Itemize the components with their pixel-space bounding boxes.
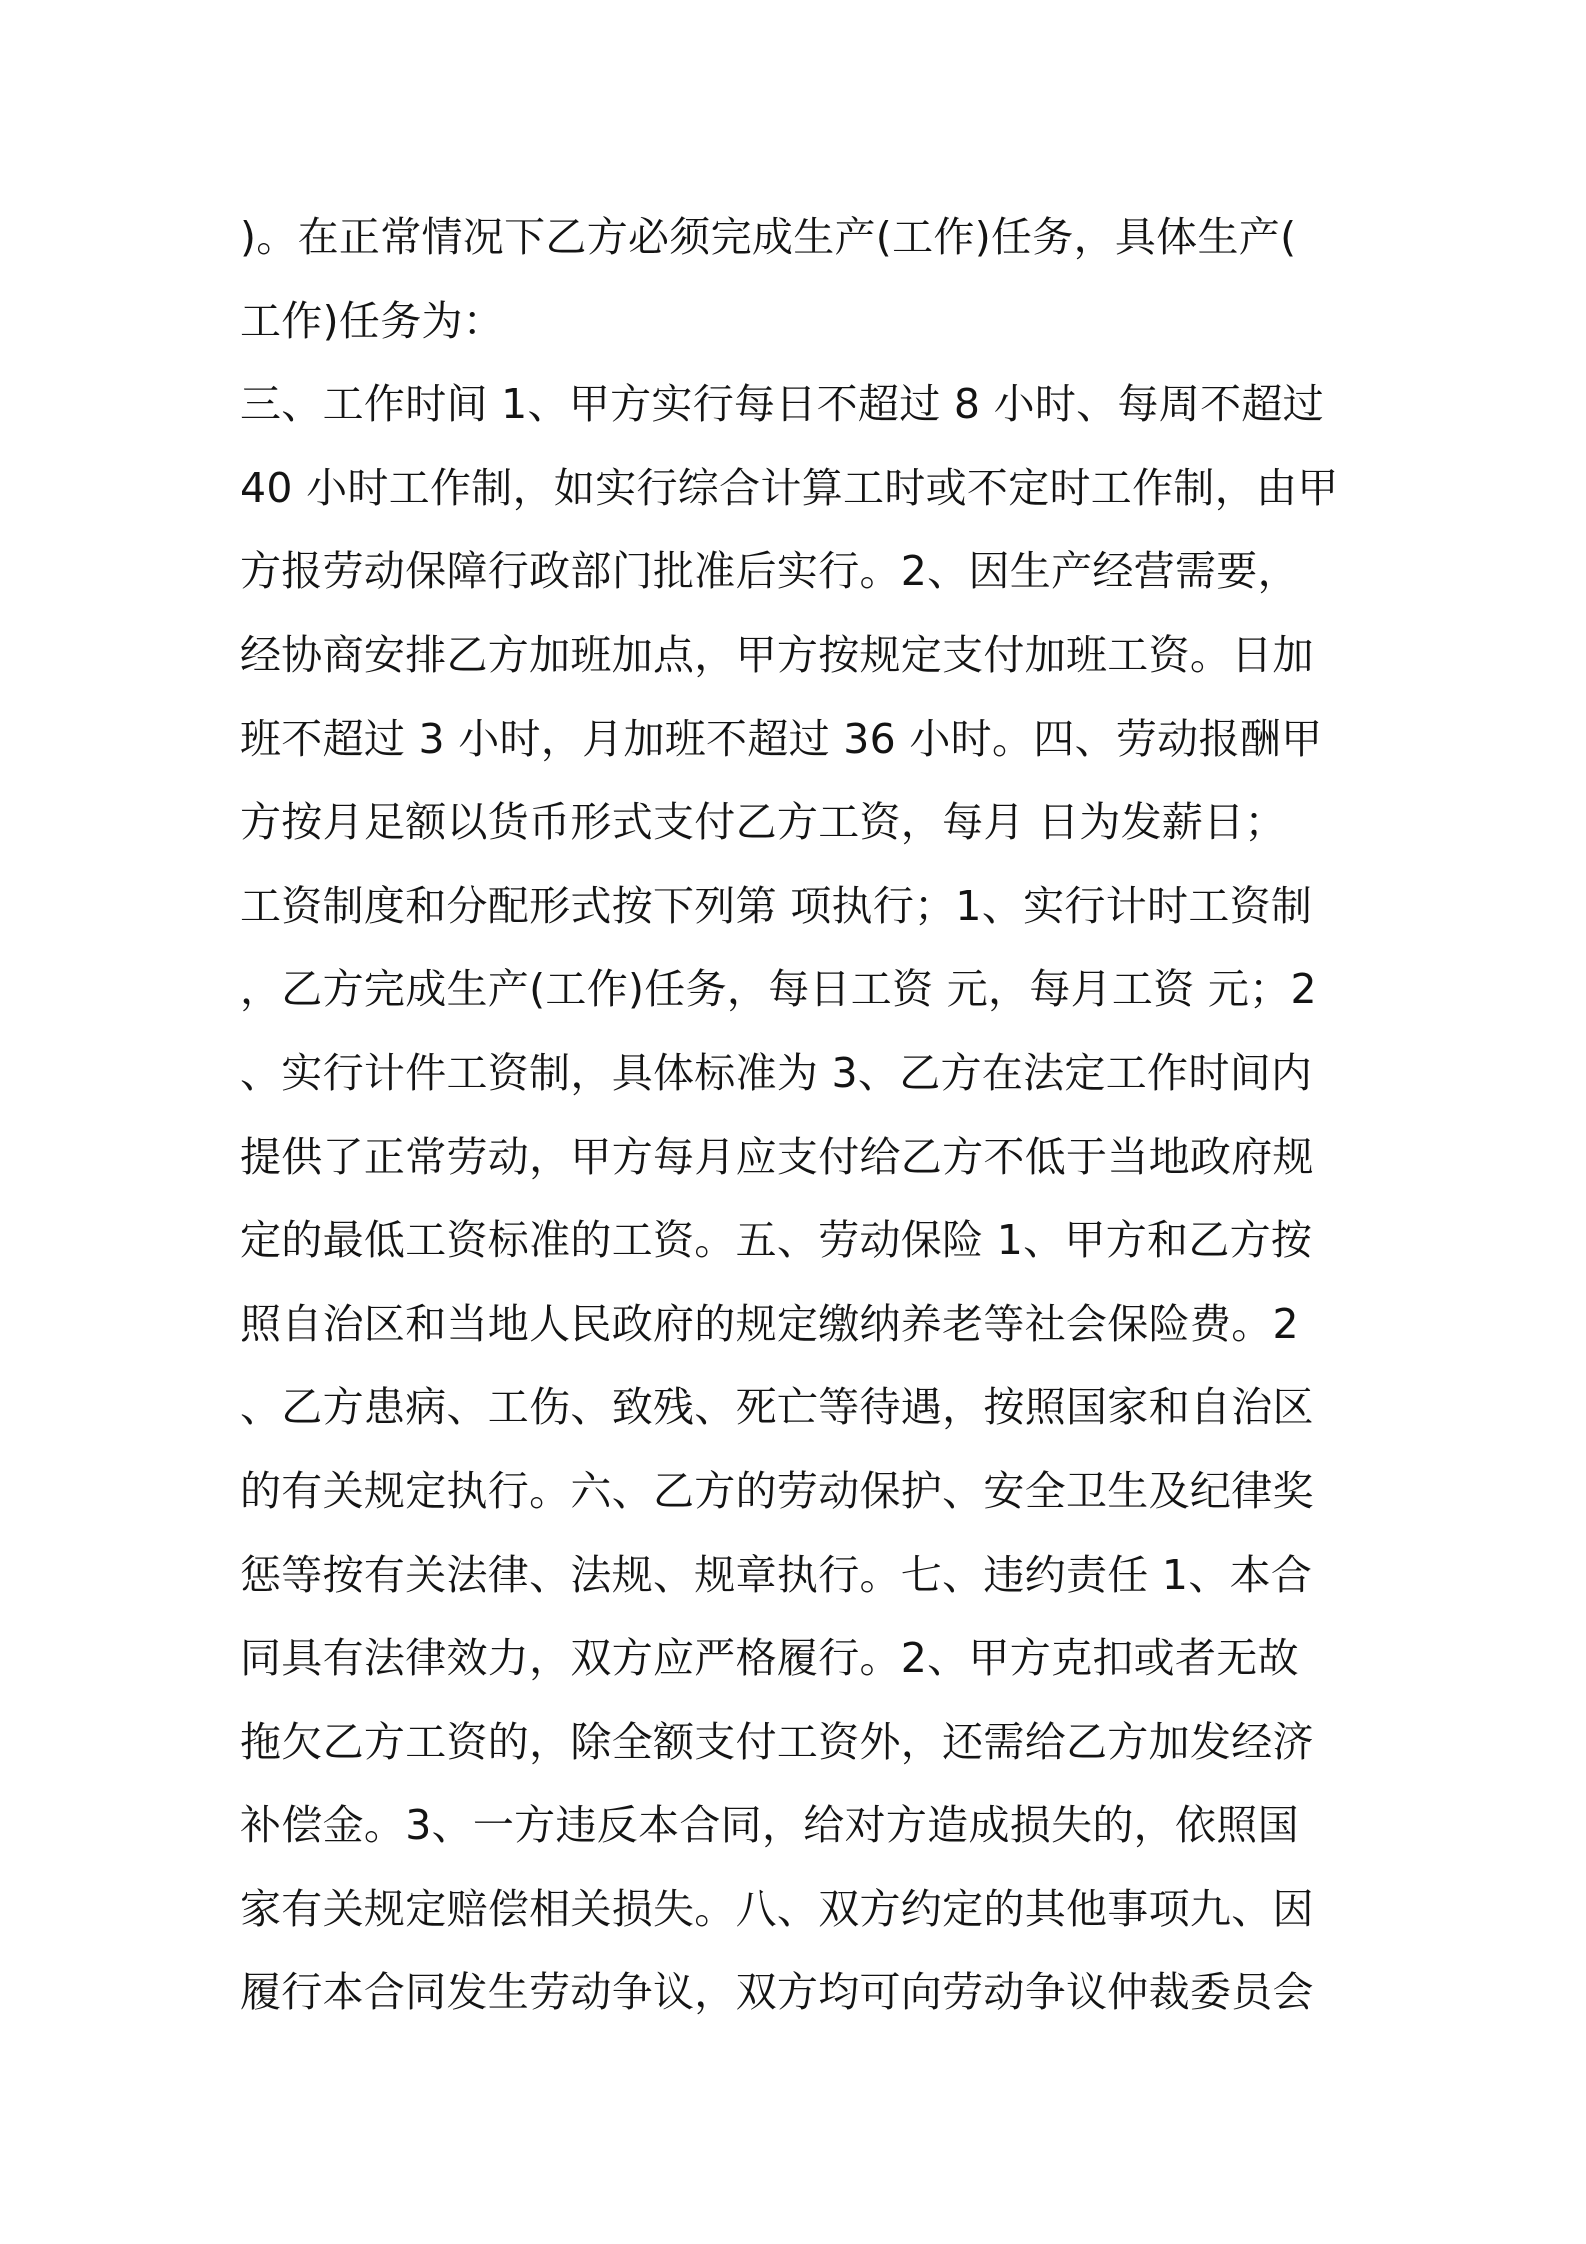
- text-line: 工资制度和分配形式按下列第 项执行；1、实行计时工资制: [240, 881, 1313, 930]
- text-line: 工作)任务为：: [240, 296, 505, 345]
- text-line: 补偿金。3、一方违反本合同，给对方造成损失的，依照国: [240, 1801, 1299, 1850]
- text-line: 定的最低工资标准的工资。五、劳动保险 1、甲方和乙方按: [240, 1216, 1313, 1265]
- text-line: 方报劳动保障行政部门批准后实行。2、因生产经营需要，: [240, 547, 1299, 596]
- text-line: 经协商安排乙方加班加点，甲方按规定支付加班工资。日加: [240, 630, 1314, 679]
- text-line: 履行本合同发生劳动争议，双方均可向劳动争议仲裁委员会: [240, 1968, 1314, 2017]
- text-line: 、实行计件工资制，具体标准为 3、乙方在法定工作时间内: [240, 1048, 1313, 1097]
- text-line: 方按月足额以货币形式支付乙方工资，每月 日为发薪日；: [240, 798, 1286, 847]
- text-line: 的有关规定执行。六、乙方的劳动保护、安全卫生及纪律奖: [240, 1466, 1314, 1515]
- text-line: 、乙方患病、工伤、致残、死亡等待遇，按照国家和自治区: [240, 1383, 1314, 1432]
- text-line: 班不超过 3 小时，月加班不超过 36 小时。四、劳动报酬甲: [240, 714, 1323, 763]
- text-line: 照自治区和当地人民政府的规定缴纳养老等社会保险费。2: [240, 1299, 1299, 1348]
- text-line: 惩等按有关法律、法规、规章执行。七、违约责任 1、本合: [240, 1550, 1313, 1599]
- text-line: 家有关规定赔偿相关损失。八、双方约定的其他事项九、因: [240, 1884, 1314, 1933]
- text-line: ，乙方完成生产(工作)任务，每日工资 元，每月工资 元；2: [240, 965, 1317, 1014]
- text-line: 提供了正常劳动，甲方每月应支付给乙方不低于当地政府规: [240, 1132, 1314, 1181]
- text-line: 拖欠乙方工资的，除全额支付工资外，还需给乙方加发经济: [240, 1717, 1314, 1766]
- text-line: 40 小时工作制，如实行综合计算工时或不定时工作制，由甲: [240, 463, 1339, 512]
- text-line: 同具有法律效力，双方应严格履行。2、甲方克扣或者无故: [240, 1634, 1299, 1683]
- contract-text-block: [240, 196, 1360, 2035]
- text-line: 三、工作时间 1、甲方实行每日不超过 8 小时、每周不超过: [240, 380, 1324, 429]
- text-line: )。在正常情况下乙方必须完成生产(工作)任务，具体生产(: [240, 213, 1297, 261]
